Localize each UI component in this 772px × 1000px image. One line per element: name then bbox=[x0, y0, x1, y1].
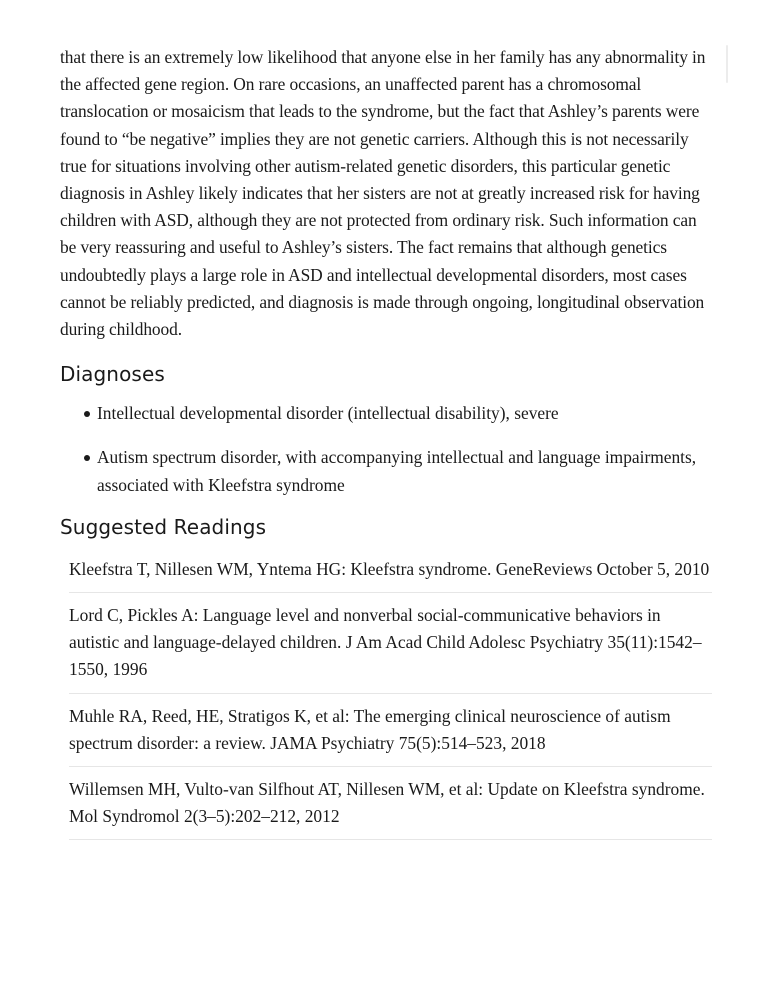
readings-list bbox=[69, 555, 712, 841]
diagnosis-text: Intellectual developmental disorder (intellectual disability), severe bbox=[97, 403, 559, 424]
diagnoses-heading: Diagnoses bbox=[60, 362, 165, 387]
reading-item: Lord C, Pickles A: Language level and nonverbal social-communicative behaviors in autistic and language-delayed children. J Am Acad Child Adolesc Psychiatry 35(11):1542–1550, 1996 bbox=[69, 593, 712, 694]
diagnoses-list bbox=[60, 400, 712, 499]
body-paragraph: that there is an extremely low likelihood that anyone else in her family has any abnormality in the affected gene region. On rare occasions, an unaffected parent has a chromosomal translocation or mosaicism that leads to the syndrome, but the fact that Ashley’s parents were found to “be negative” implies they are not genetic carriers. Although this is not necessarily true for situations involving other autism-related genetic disorders, this particular genetic diagnosis in Ashley likely indicates that her sisters are not at greatly increased risk for having children with ASD, although they are not protected from ordinary risk. Such information can be very reassuring and useful to Ashley’s sisters. The fact remains that although genetics undoubtedly plays a large role in ASD and intellectual developmental disorders, most cases cannot be reliably predicted, and diagnosis is made through ongoing, longitudinal observation during childhood. bbox=[60, 47, 706, 340]
suggested-readings-heading: Suggested Readings bbox=[60, 514, 267, 539]
reading-item: Muhle RA, Reed, HE, Stratigos K, et al: The emerging clinical neuroscience of autism spectrum disorder: a review. JAMA Psychiatry 75(5):514–523, 2018 bbox=[69, 694, 712, 767]
bullet-icon bbox=[84, 455, 90, 461]
diagnosis-item bbox=[60, 400, 712, 427]
bullet-icon bbox=[84, 411, 90, 417]
document-page bbox=[60, 44, 712, 840]
reading-item: Willemsen MH, Vulto-van Silfhout AT, Nillesen WM, et al: Update on Kleefstra syndrome. Mol Syndromol 2(3–5):202–212, 2012 bbox=[69, 767, 712, 840]
diagnosis-text: Autism spectrum disorder, with accompanying intellectual and language impairments, associated with Kleefstra syndrome bbox=[97, 447, 697, 495]
reading-item: Kleefstra T, Nillesen WM, Yntema HG: Kleefstra syndrome. GeneReviews October 5, 2010 bbox=[69, 555, 712, 593]
scrollbar[interactable] bbox=[726, 45, 728, 83]
diagnosis-item bbox=[60, 444, 712, 498]
